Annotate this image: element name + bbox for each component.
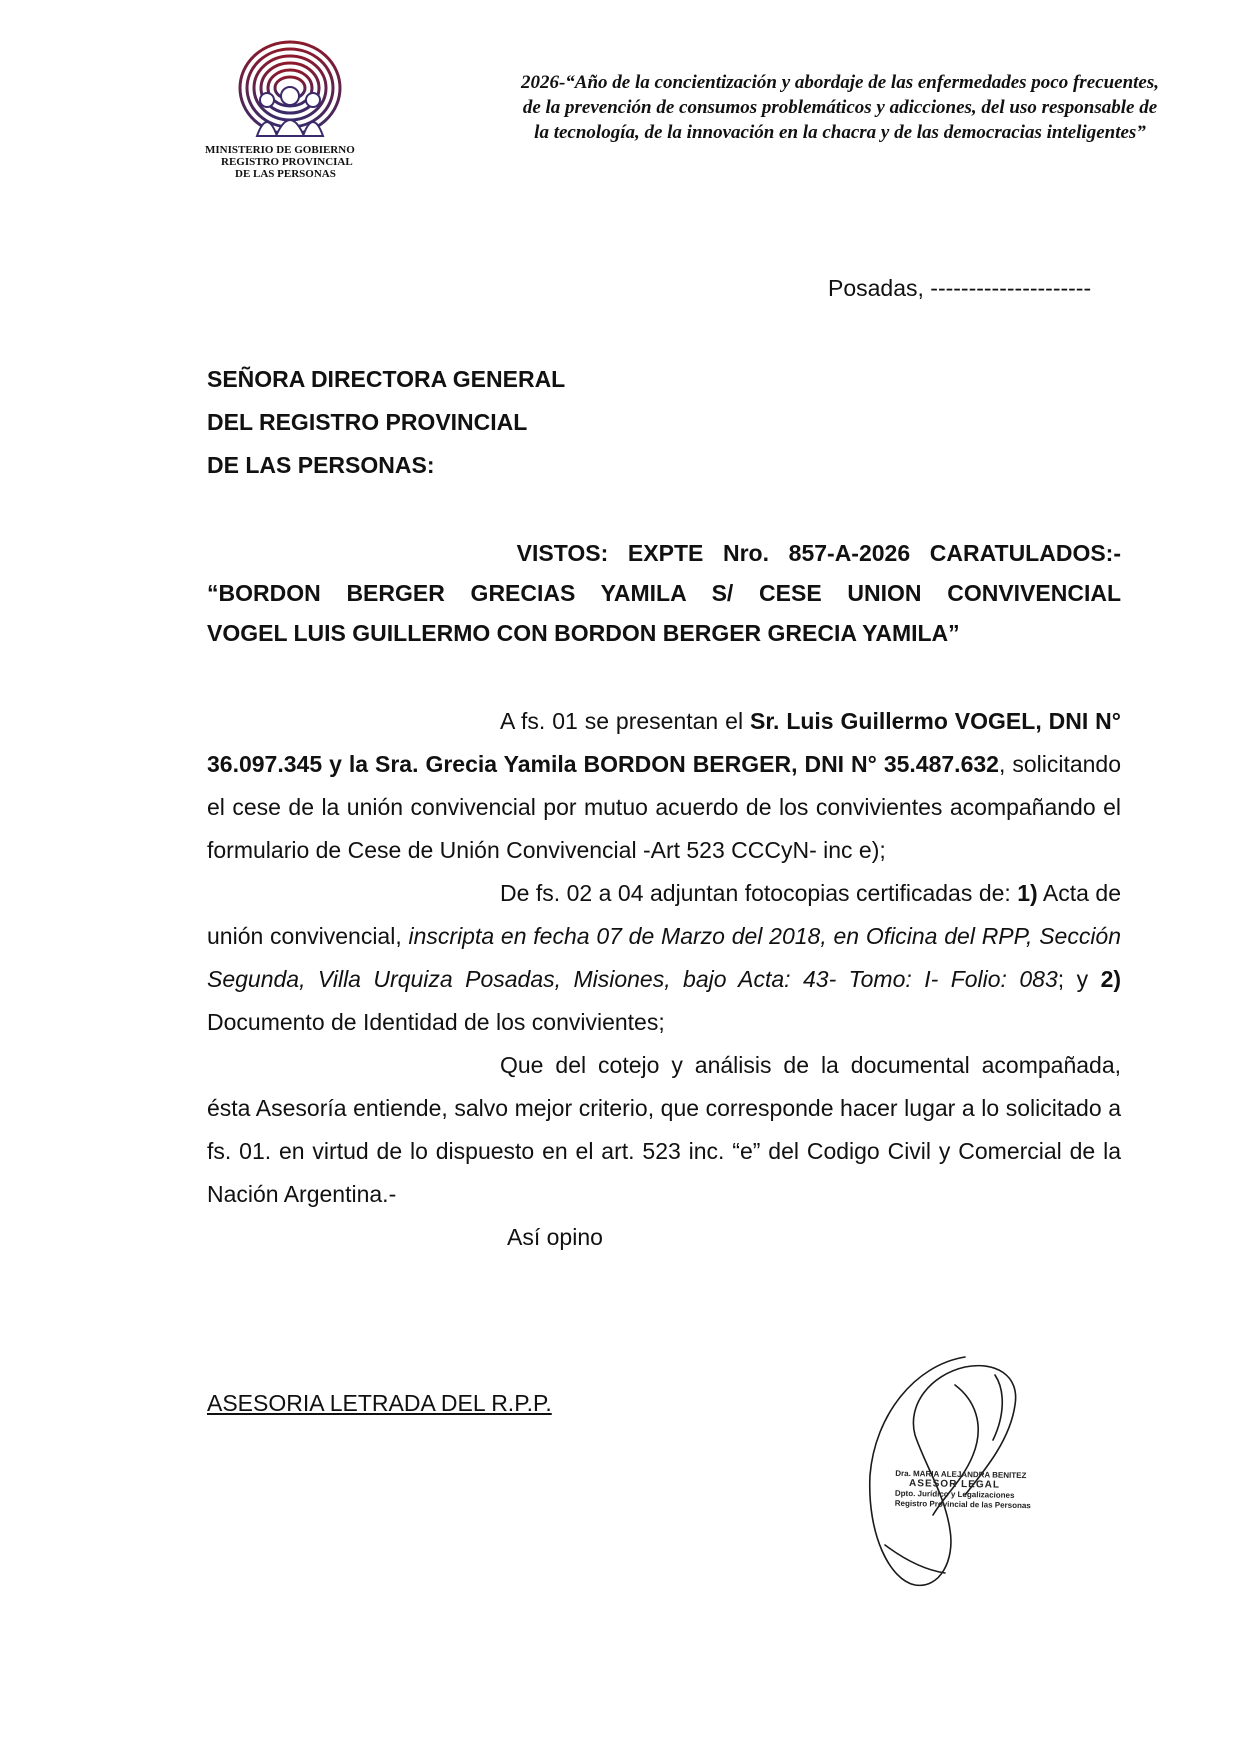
addressee-line-1: SEÑORA DIRECTORA GENERAL	[207, 366, 566, 392]
stamp-org: Registro Provincial de las Personas	[894, 1498, 1031, 1511]
p2-text-2: Acta de unión convivencial,	[207, 880, 1121, 949]
paragraph-presentation	[207, 700, 1121, 872]
logo-line-2: REGISTRO PROVINCIAL	[221, 156, 353, 168]
p2-italic-registration: inscripta en fecha 07 de Marzo del 2018, en Oficina del RPP, Sección Segunda, Villa Urquiza Posadas, Misiones, bajo Acta: 43- Tomo: I- Folio: 083	[207, 923, 1122, 992]
vistos-line-1	[207, 533, 1121, 573]
vistos-line-3: VOGEL LUIS GUILLERMO CON BORDON BERGER GRECIA YAMILA”	[207, 620, 960, 646]
p2-text-4: Documento de Identidad de los convivientes;	[207, 1009, 665, 1035]
addressee-line-2: DEL REGISTRO PROVINCIAL	[207, 409, 528, 435]
vistos-word: Nro.	[723, 540, 769, 566]
year-motto	[470, 70, 1210, 145]
motto-line-1: 2026-“Año de la concientización y abordaje de las enfermedades poco frecuentes,	[520, 72, 1159, 93]
vistos-line-2: “BORDON BERGER GRECIAS YAMILA S/ CESE UNION CONVIVENCIAL	[207, 580, 1121, 606]
document-body	[207, 700, 1121, 1259]
signature-stamp	[845, 1345, 1065, 1605]
addressee-block	[207, 358, 565, 487]
p2-bold-2: 2)	[1100, 966, 1122, 992]
vistos-word: 857-A-2026	[788, 540, 911, 566]
logo-line-3: DE LAS PERSONAS	[235, 168, 336, 180]
addressee-line-3: DE LAS PERSONAS:	[207, 452, 435, 478]
vistos-word: VISTOS:	[516, 540, 609, 566]
vistos-block	[207, 533, 1121, 653]
place-date-line: Posadas, ---------------------	[828, 275, 1092, 301]
p1-text-2: , solicitando el cese de la unión convivencial por mutuo acuerdo de los convivientes acompañando el formulario de Cese de Unión Convivencial -Art 523 CCCyN- inc e);	[207, 751, 1121, 863]
motto-line-2: de la prevención de consumos problemáticos y adicciones, del uso responsable de	[522, 97, 1158, 118]
legal-advisor-stamp	[895, 1469, 1032, 1511]
signatory-office: ASESORIA LETRADA DEL R.P.P.	[207, 1390, 552, 1416]
vistos-word: CARATULADOS:-	[929, 540, 1121, 566]
p1-bold-parties: Sr. Luis Guillermo VOGEL, DNI N° 36.097.345 y la Sra. Grecia Yamila BORDON BERGER, DNI N° 35.487.632	[207, 708, 1121, 777]
stamp-dept: Dpto. Jurídico y Legalizaciones	[894, 1488, 1015, 1500]
p3-text: Que del cotejo y análisis de la documental acompañada, ésta Asesoría entiende, salvo mejor criterio, que corresponde hacer lugar a lo solicitado a fs. 01. en virtud de lo dispuesto en el art. 523 inc. “e” del Codigo Civil y Comercial de la Nación Argentina.-	[207, 1052, 1121, 1207]
stamp-name: Dra. MARIA ALEJANDRA BENITEZ	[895, 1468, 1027, 1481]
stamp-title: ASESOR LEGAL	[909, 1478, 1001, 1491]
paragraph-documents	[207, 872, 1121, 1044]
motto-line-3: la tecnología, de la innovación en la chacra y de las democracias inteligentes”	[534, 122, 1146, 143]
p2-bold-1: 1)	[1017, 880, 1038, 906]
ministry-logo	[205, 38, 395, 180]
fingerprint-people-emblem-icon	[235, 38, 345, 138]
p2-text-1: De fs. 02 a 04 adjuntan fotocopias certificadas de:	[500, 880, 1018, 906]
p1-text-1: A fs. 01 se presentan el	[500, 708, 750, 734]
p2-text-3: ; y	[1057, 966, 1101, 992]
vistos-word: EXPTE	[627, 540, 704, 566]
closing-text: Así opino	[507, 1224, 603, 1250]
paragraph-opinion	[207, 1044, 1121, 1216]
logo-line-1: MINISTERIO DE GOBIERNO	[205, 144, 355, 156]
